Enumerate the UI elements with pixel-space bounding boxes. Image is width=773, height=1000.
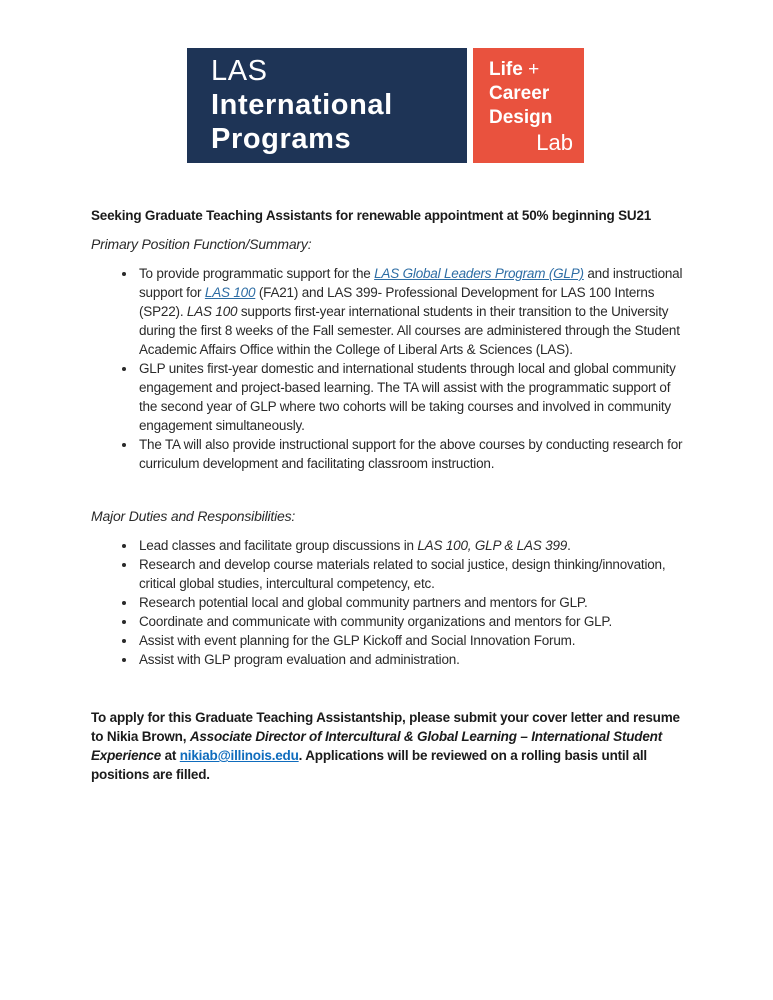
logo-text-line <box>489 82 573 106</box>
logo-text-line <box>211 122 467 156</box>
email-link[interactable]: nikiab@illinois.edu <box>179 748 299 763</box>
document-content <box>91 163 683 784</box>
logo-text-line <box>211 54 467 88</box>
bullet-item <box>137 435 683 473</box>
logo-text: International <box>211 89 393 121</box>
bullet-item <box>137 536 683 555</box>
logo-text: Career <box>489 83 550 104</box>
las-100-link[interactable]: LAS 100 <box>204 285 256 300</box>
text-segment: Research potential local and global community partners and mentors for GLP. <box>139 595 588 610</box>
text-segment: Associate Director of Intercultural & Global Learning – International Student Experience <box>91 729 662 763</box>
text-segment: Assist with event planning for the GLP Kickoff and Social Innovation Forum. <box>139 633 576 648</box>
bullet-item <box>137 631 683 650</box>
logo-text-line <box>211 88 467 122</box>
sections <box>91 235 683 669</box>
text-segment: Assist with GLP program evaluation and administration. <box>139 652 460 667</box>
text-segment: To provide programmatic support for the <box>139 266 375 281</box>
logo-text-line <box>489 130 573 156</box>
glp-program-link[interactable]: LAS Global Leaders Program (GLP) <box>374 266 584 281</box>
text-segment: . Applications will be reviewed on a rolling basis until all positions are filled. <box>91 748 647 782</box>
logo-text-line <box>489 106 573 130</box>
bullet-item <box>137 264 683 359</box>
text-segment: Lead classes and facilitate group discussions in <box>139 538 418 553</box>
bullet-list <box>91 536 683 669</box>
text-segment: supports first-year international students in their transition to the University during the first 8 weeks of the Fall semester. All courses are administered through the Student Academic Affairs Office within the College of Liberal Arts & Sciences (LAS). <box>139 304 680 357</box>
logo-las-international-programs <box>187 48 467 163</box>
closing-paragraph <box>91 708 683 784</box>
text-segment: and instructional support for <box>139 266 683 300</box>
text-segment: LAS 100 <box>186 304 238 319</box>
bullet-item <box>137 593 683 612</box>
text-segment: The TA will also provide instructional support for the above courses by conducting research for curriculum development and facilitating classroom instruction. <box>139 437 683 471</box>
bullet-item <box>137 650 683 669</box>
logo-text: LAS <box>211 55 268 87</box>
text-segment: . <box>567 538 571 553</box>
bullet-item <box>137 359 683 435</box>
text-segment: Research and develop course materials related to social justice, design thinking/innovation, critical global studies, intercultural competency, etc. <box>139 557 666 591</box>
job-posting-title: Seeking Graduate Teaching Assistants for renewable appointment at 50% beginning SU21 <box>91 208 652 223</box>
logo-text-line <box>489 58 573 82</box>
logo-text: Design <box>489 107 553 128</box>
text-segment: Coordinate and communicate with community organizations and mentors for GLP. <box>139 614 613 629</box>
logo-life-career-design-lab <box>473 48 584 163</box>
text-segment: (FA21) and LAS 399- Professional Development for LAS 100 Interns (SP22). <box>139 285 655 319</box>
logo-text: Life <box>489 59 529 80</box>
text-segment: To apply for this Graduate Teaching Assistantship, please submit your cover letter and resume to Nikia Brown, <box>91 710 680 744</box>
bullet-list <box>91 264 683 473</box>
bullet-item <box>137 555 683 593</box>
section-heading: Major Duties and Responsibilities: <box>91 508 296 524</box>
logo-text: + <box>528 59 540 80</box>
logo <box>187 48 584 163</box>
text-segment: at <box>161 748 180 763</box>
text-segment: GLP unites first-year domestic and international students through local and global community engagement and project-based learning. The TA will assist with the programmatic support of the second year of GLP where two cohorts will be taking courses and involved in community engagement simultaneously. <box>139 361 676 433</box>
bullet-item <box>137 612 683 631</box>
logo-text: Programs <box>211 123 352 155</box>
logo-text: Lab <box>536 130 573 155</box>
text-segment: LAS 100, GLP & LAS 399 <box>417 538 568 553</box>
section-heading: Primary Position Function/Summary: <box>91 236 312 252</box>
